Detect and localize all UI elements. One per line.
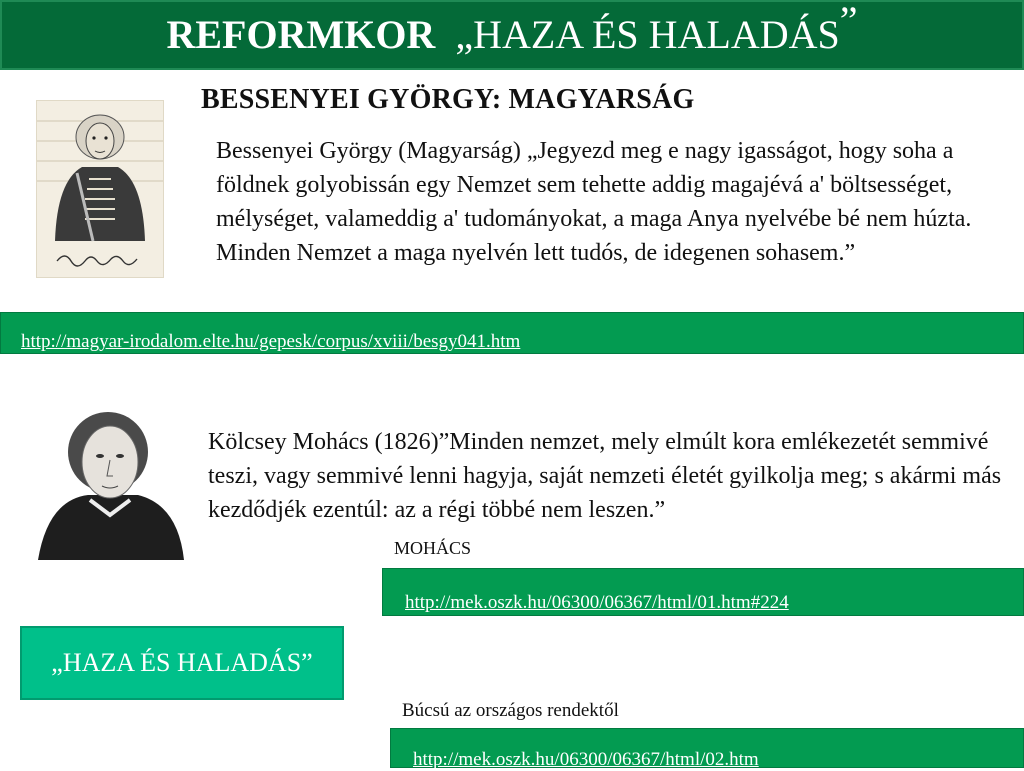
- mohacs-link[interactable]: http://mek.oszk.hu/06300/06367/html/01.htm#224: [405, 592, 789, 613]
- kolcsey-quote: Kölcsey Mohács (1826)”Minden nemzet, mely elmúlt kora emlékezetét semmivé teszi, vagy semmivé lenni hagyja, saját nemzeti életét gyilkolja meg; s akármi más kezdődjék ezentúl: az a régi többé nem leszen.”: [208, 429, 1002, 523]
- bessenyei-quote: Bessenyei György (Magyarság) „Jegyezd meg e nagy igasságot, hogy soha a földnek golyobissán egy Nemzet sem tehette addig magajévá a' böltsességet, mélységet, valameddig a' tudományokat, a maga Anya nyelvébe bé nem húzta. Minden Nemzet a maga nyelvén lett tudós, de idegenen sohasem.”: [216, 138, 972, 266]
- haza-es-haladas-box[interactable]: „HAZA ÉS HALADÁS”: [20, 626, 344, 700]
- title-bold: REFORMKOR: [166, 12, 436, 57]
- link-bar-bessenyei: [0, 312, 1024, 354]
- title-bar: [0, 0, 1024, 70]
- section-heading-bessenyei: BESSENYEI GYÖRGY: MAGYARSÁG: [201, 84, 695, 115]
- slide-title: [2, 2, 1022, 68]
- bucsu-link[interactable]: http://mek.oszk.hu/06300/06367/html/02.htm: [413, 749, 759, 770]
- link-bar-bucsu: [390, 728, 1024, 768]
- bessenyei-link[interactable]: http://magyar-irodalom.elte.hu/gepesk/corpus/xviii/besgy041.htm: [21, 331, 521, 352]
- title-closing-quote: ”: [839, 0, 858, 43]
- bucsu-label: Búcsú az országos rendektől: [402, 700, 619, 721]
- title-rest: „HAZA ÉS HALADÁS: [455, 12, 840, 57]
- kolcsey-portrait: [28, 400, 188, 560]
- mohacs-label: MOHÁCS: [394, 538, 472, 558]
- bessenyei-portrait: [36, 100, 164, 278]
- link-bar-mohacs: [382, 568, 1024, 616]
